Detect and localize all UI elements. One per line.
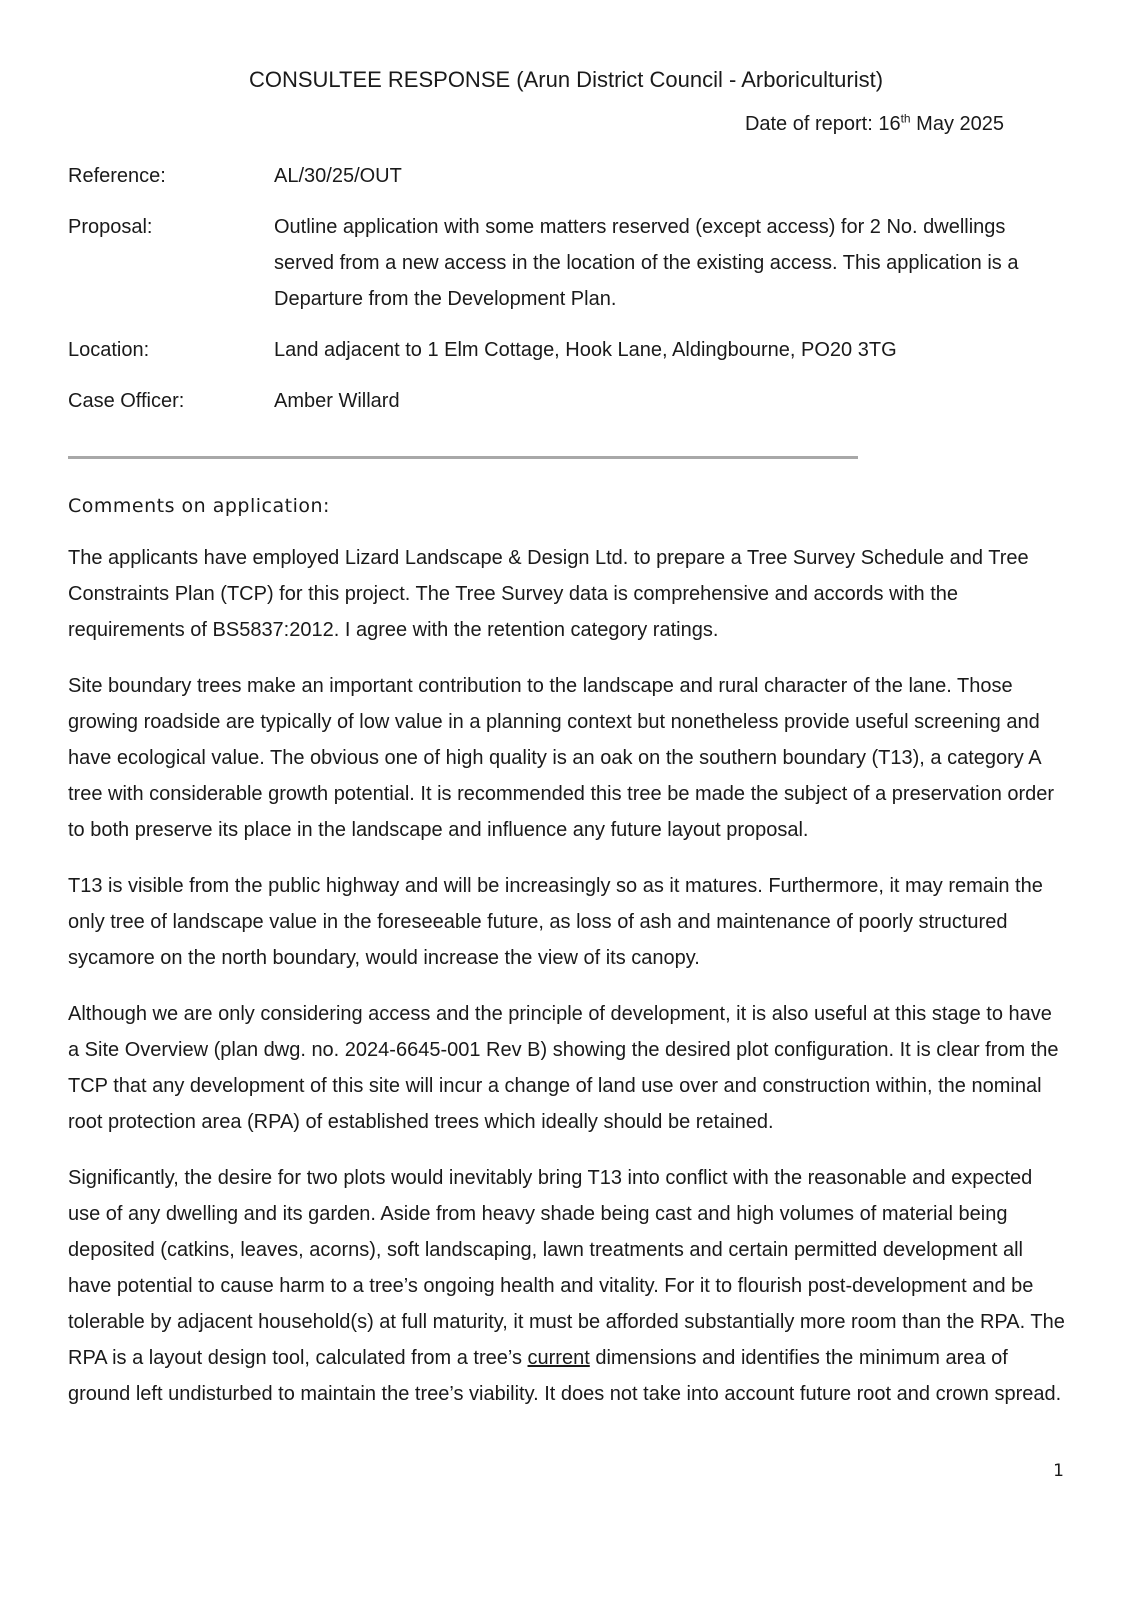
- report-date-prefix: Date of report: 16: [744, 113, 901, 135]
- comment-paragraph-5: [68, 1160, 1068, 1412]
- comments-body: [68, 540, 1068, 1432]
- report-date-suffix: May 2025: [910, 113, 1004, 135]
- location-label: Location:: [68, 339, 150, 361]
- location-value: Land adjacent to 1 Elm Cottage, Hook Lane, Aldingbourne, PO20 3TG: [274, 339, 897, 361]
- proposal-row: [68, 209, 1068, 317]
- comment-paragraph-4: Although we are only considering access and the principle of development, it is also useful at this stage to have a Site Overview (plan dwg. no. 2024-6645-001 Rev B) showing the desired plot configuration. It is clear from the TCP that any development of this site will incur a change of land use over and construction within, the nominal root protection area (RPA) of established trees which ideally should be retained.: [68, 1003, 1059, 1133]
- case-officer-value: Amber Willard: [274, 390, 400, 412]
- section-divider: [68, 456, 858, 459]
- reference-row: [68, 158, 1068, 194]
- page-number: 1: [1053, 1461, 1064, 1481]
- comment-paragraph-2: Site boundary trees make an important contribution to the landscape and rural character of the lane. Those growing roadside are typically of low value in a planning context but nonetheless provide useful screening and have ecological value. The obvious one of high quality is an oak on the southern boundary (T13), a category A tree with considerable growth potential. It is recommended this tree be made the subject of a preservation order to both preserve its place in the landscape and influence any future layout proposal.: [68, 675, 1055, 841]
- report-date: [745, 110, 1004, 138]
- underlined-word-current: current: [527, 1347, 590, 1369]
- comment-paragraph-1: The applicants have employed Lizard Landscape & Design Ltd. to prepare a Tree Survey Schedule and Tree Constraints Plan (TCP) for this project. The Tree Survey data is comprehensive and accords with the requirements of BS5837:2012. I agree with the retention category ratings.: [68, 547, 1029, 641]
- document-title: CONSULTEE RESPONSE (Arun District Council - Arboriculturist): [248, 67, 884, 92]
- comments-heading: Comments on application:: [68, 495, 330, 517]
- case-officer-label: Case Officer:: [68, 390, 185, 412]
- application-details: [68, 158, 1068, 434]
- proposal-value: Outline application with some matters reserved (except access) for 2 No. dwellings served from a new access in the location of the existing access. This application is a Departure from the Development Plan.: [274, 216, 1019, 310]
- location-row: [68, 332, 1068, 368]
- reference-label: Reference:: [68, 165, 166, 187]
- report-date-ordinal: th: [900, 111, 911, 126]
- case-officer-row: [68, 383, 1068, 419]
- comment-paragraph-5-start: Significantly, the desire for two plots would inevitably bring T13 into conflict with the reasonable and expected use of any dwelling and its garden. Aside from heavy shade being cast and high volumes of material being deposited (catkins, leaves, acorns), soft landscaping, lawn treatments and certain permitted development all have potential to cause harm to a tree’s ongoing health and vitality. For it to flourish post-development and be tolerable by adjacent household(s) at full maturity, it must be afforded substantially more room than the RPA. The RPA is a layout design tool, calculated from a tree’s: [68, 1167, 1065, 1369]
- comment-paragraph-3: T13 is visible from the public highway and will be increasingly so as it matures. Furthermore, it may remain the only tree of landscape value in the foreseeable future, as loss of ash and maintenance of poorly structured sycamore on the north boundary, would increase the view of its canopy.: [68, 875, 1043, 969]
- reference-value: AL/30/25/OUT: [274, 165, 402, 187]
- comment-paragraph-5-end: dimensions and identifies the minimum area of ground left undisturbed to maintain the tree’s viability. It does not take into account future root and crown spread.: [68, 1347, 1062, 1405]
- proposal-label: Proposal:: [68, 216, 153, 238]
